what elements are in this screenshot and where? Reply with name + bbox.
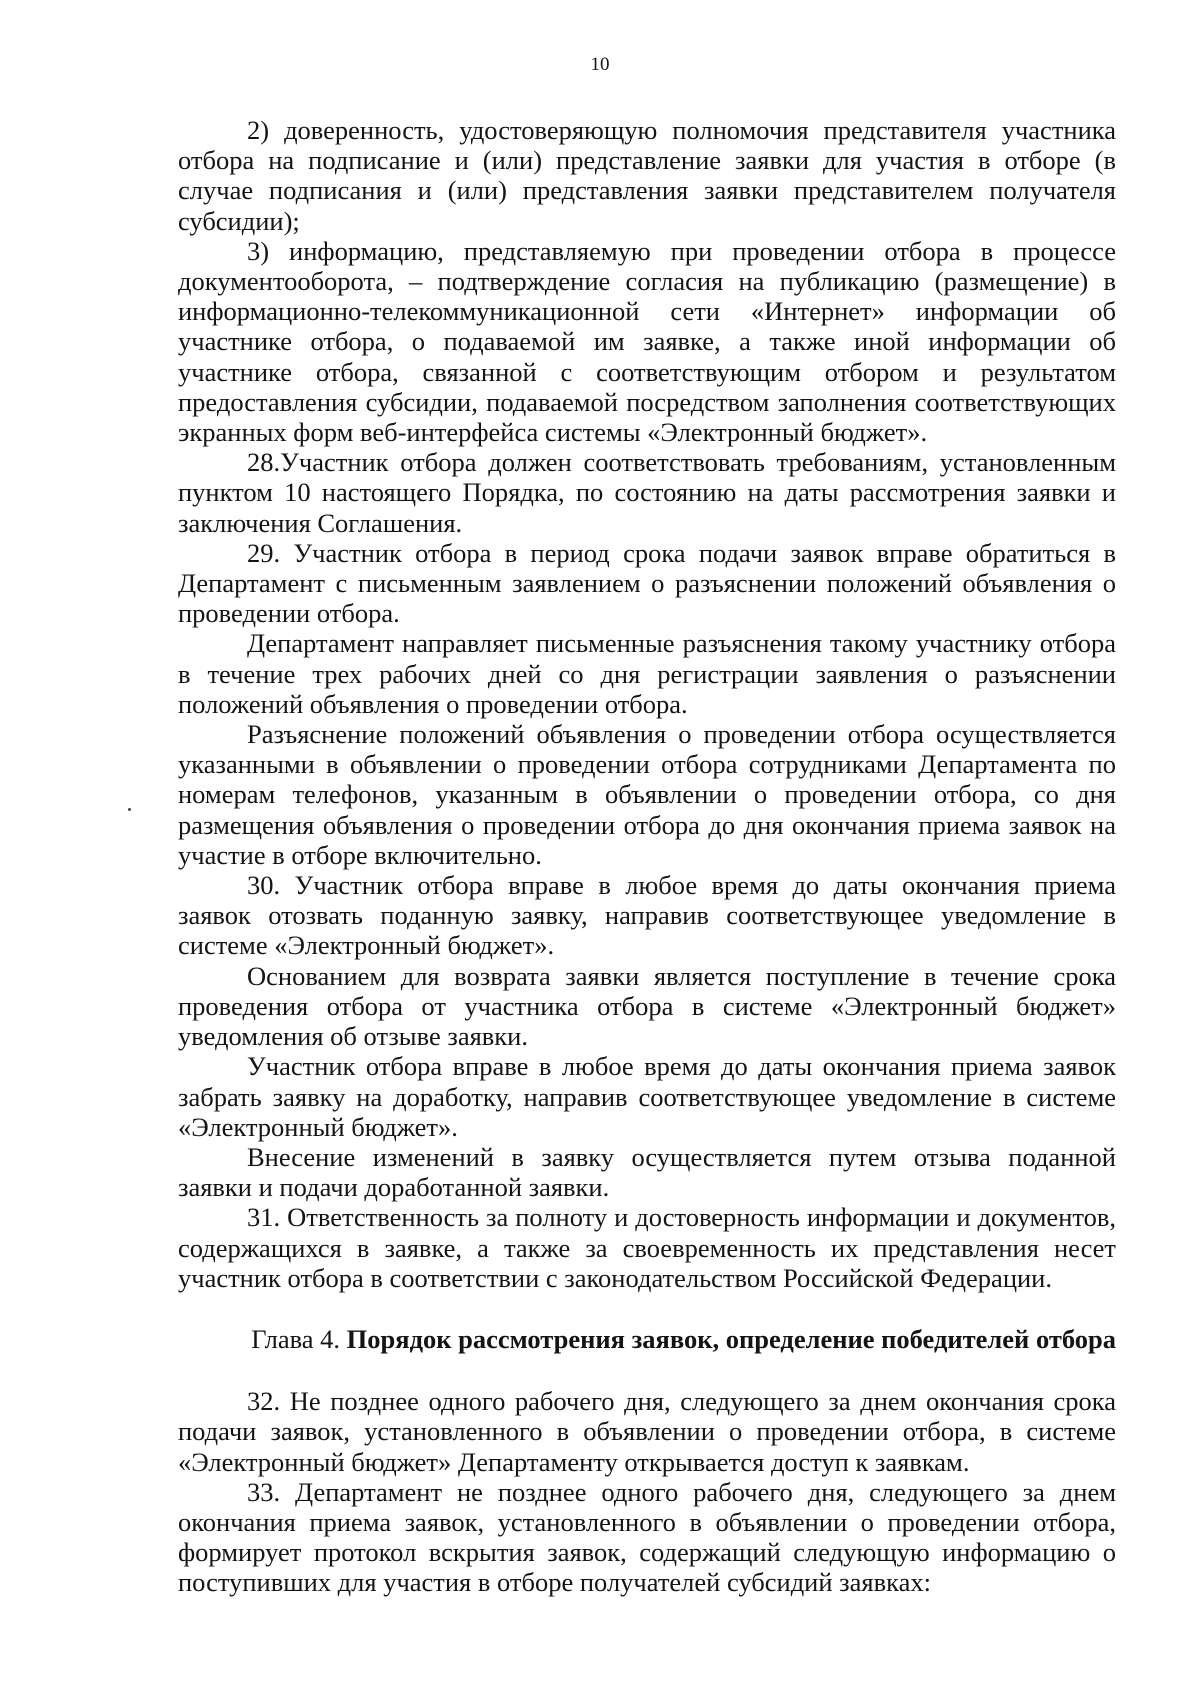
paragraph-29-clarification-send: Департамент направляет письменные разъяснения такому участнику отбора в течение трех рабочих дней со дня регистрации заявления о разъяснении положений объявления о проведении отбора. [178, 628, 1116, 719]
paragraph-2-power-of-attorney: 2) доверенность, удостоверяющую полномочия представителя участника отбора на подписание и (или) представление заявки для участия в отборе (в случае подписания и (или) представления заявки представителем получателя субсидии); [178, 115, 1116, 236]
paragraph-28: 28.Участник отбора должен соответствовать требованиям, установленным пунктом 10 настоящего Порядка, по состоянию на даты рассмотрения заявки и заключения Соглашения. [178, 447, 1116, 538]
chapter-title: Порядок рассмотрения заявок, определение победителей отбора [346, 1323, 1116, 1354]
paragraph-30-return-basis: Основанием для возврата заявки является поступление в течение срока проведения отбора от участника отбора в системе «Электронный бюджет» уведомления об отзыве заявки. [178, 960, 1116, 1052]
chapter-heading [178, 1324, 1116, 1354]
paragraph-32: 32. Не позднее одного рабочего дня, следующего за днем окончания срока подачи заявок, установленного в объявлении о проведении отбора, в системе «Электронный бюджет» Департаменту открывается доступ к заявкам. [178, 1386, 1116, 1477]
page-number: 10 [590, 54, 610, 75]
paragraph-33: 33. Департамент не позднее одного рабочего дня, следующего за днем окончания приема заявок, установленного в объявлении о проведении отбора, формирует протокол вскрытия заявок, содержащий следующую информацию о поступивших для участия в отборе получателей субсидий заявках: [178, 1476, 1116, 1598]
paragraph-31: 31. Ответственность за полноту и достоверность информации и документов, содержащихся в заявке, а также за своевременность их представления несет участник отбора в соответствии с законодательством Российской Федерации. [178, 1202, 1116, 1293]
paragraph-3-information: 3) информацию, представляемую при проведении отбора в процессе документооборота, – подтверждение согласия на публикацию (размещение) в информационно-телекоммуникационной сети «Интернет» информации об участнике отбора, о подаваемой им заявке, а также иной информации об участнике отбора, связанной с соответствующим отбором и результатом предоставления субсидии, подаваемой посредством заполнения соответствующих экранных форм веб-интерфейса системы «Электронный бюджет». [178, 235, 1116, 448]
paragraph-30-changes: Внесение изменений в заявку осуществляется путем отзыва поданной заявки и подачи доработанной заявки. [178, 1141, 1116, 1203]
paragraph-30: 30. Участник отбора вправе в любое время до даты окончания приема заявок отозвать поданную заявку, направив соответствующее уведомление в системе «Электронный бюджет». [178, 870, 1116, 961]
paragraph-29-clarification-phone: Разъяснение положений объявления о проведении отбора осуществляется указанными в объявлении о проведении отбора сотрудниками Департамента по номерам телефонов, указанным в объявлении о проведении отбора, со дня размещения объявления о проведении отбора до дня окончания приема заявок на участие в отборе включительно. [178, 719, 1116, 870]
scan-speck [128, 808, 131, 811]
chapter-prefix: Глава 4. [251, 1323, 347, 1354]
paragraph-29: 29. Участник отбора в период срока подачи заявок вправе обратиться в Департамент с письменным заявлением о разъяснении положений объявления о проведении отбора. [178, 537, 1116, 629]
document-body [178, 115, 1116, 1598]
paragraph-30-revision: Участник отбора вправе в любое время до даты окончания приема заявок забрать заявку на доработку, направив соответствующее уведомление в системе «Электронный бюджет». [178, 1051, 1116, 1142]
